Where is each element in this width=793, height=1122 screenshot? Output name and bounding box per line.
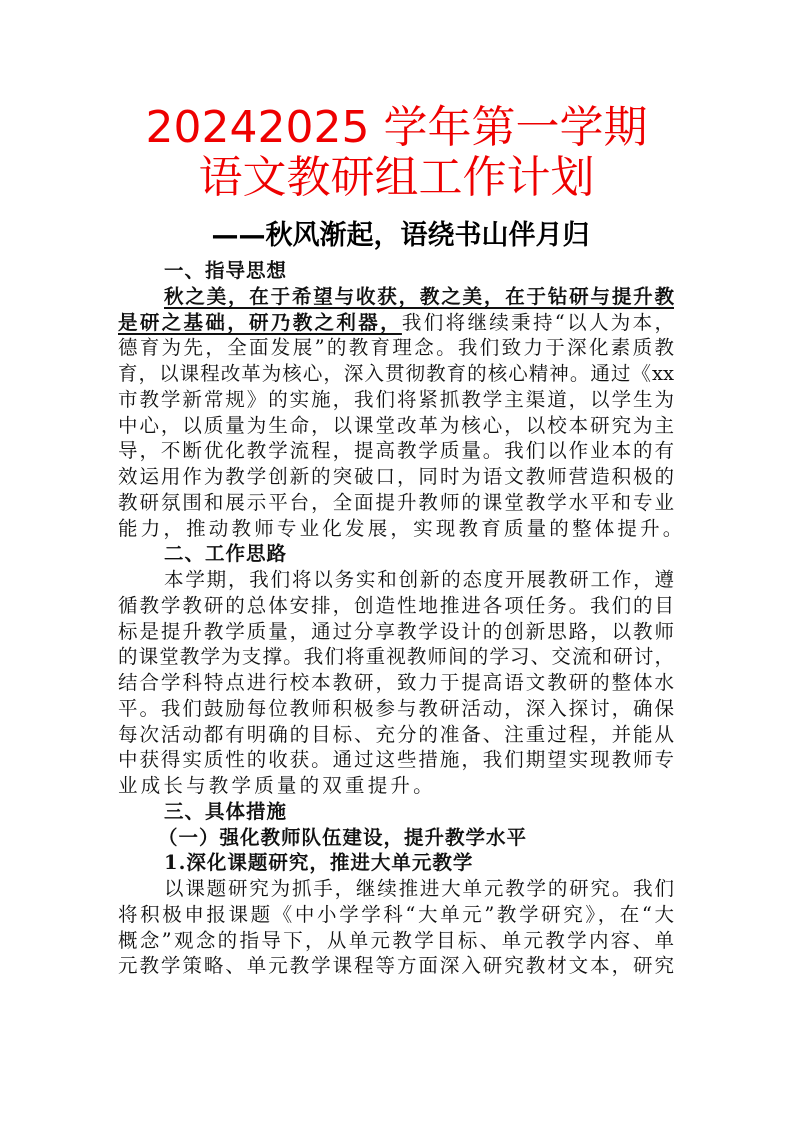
paragraph-line [118,284,674,310]
document-title-line-1: 20242025 学年第一学期 [145,102,648,153]
document-body [118,258,686,979]
paragraph-line: 教研氛围和展示平台，全面提升教师的课堂教学水平和专业 [118,490,674,514]
document-subtitle: ——秋风渐起，语绕书山伴月归 [211,220,590,251]
paragraph-line: 平。我们鼓励每位教师积极参与教研活动，深入探讨，确保 [118,696,674,720]
paragraph-line: 每次活动都有明确的目标、充分的准备、注重过程，并能从 [118,722,674,746]
paragraph-line: 育，以课程改革为核心，深入贯彻教育的核心精神。通过《xx [118,362,674,385]
paragraph-line: 结合学科特点进行校本教研，致力于提高语文教研的整体水 [118,671,674,694]
section-heading-specific-measures: 三、具体措施 [164,799,288,823]
document-title-line-2: 语文教研组工作计划 [198,152,595,203]
paragraph-line: 以课题研究为抓手，继续推进大单元教学的研究。我们 [164,877,674,900]
paragraph-line: 概念”观念的指导下，从单元教学目标、单元教学内容、单 [118,928,674,952]
paragraph-line [118,310,674,336]
section-heading-guiding-ideology: 一、指导思想 [164,259,288,282]
underlined-text: 秋之美，在于希望与收获，教之美，在于钻研与提升教 [164,284,674,308]
paragraph-line: 效运用作为教学创新的突破口，同时为语文教师营造积极的 [118,465,674,488]
paragraph-line: 元教学策略、单元教学课程等方面深入研究教材文本，研究 [118,954,674,978]
paragraph-line: 市教学新常规》的实施，我们将紧抓教学主渠道，以学生为 [118,387,674,411]
paragraph-line: 业成长与教学质量的双重提升。 [118,774,436,797]
section-heading-work-approach: 二、工作思路 [164,542,288,566]
paragraph-line: 循教学教研的总体安排，创造性地推进各项任务。我们的目 [118,593,674,617]
body-text: 我们将继续秉持“以人为本， [401,310,674,334]
paragraph-line: 标是提升教学质量，通过分享教学设计的创新思路，以教师 [118,619,674,643]
paragraph-line: 中心，以质量为生命，以课堂改革为核心，以校本研究为主 [118,413,674,437]
item-heading: 1.深化课题研究，推进大单元教学 [164,851,474,875]
paragraph-line: 能力，推动教师专业化发展，实现教育质量的整体提升。 [118,516,686,540]
paragraph-line: 的课堂教学为支撑。我们将重视教师间的学习、交流和研讨， [118,645,674,669]
paragraph-line: 导，不断优化教学流程，提高教学质量。我们以作业本的有 [118,439,674,463]
paragraph-line: 本学期，我们将以务实和创新的态度开展教研工作，遵 [164,568,674,591]
underlined-text: 是研之基础，研乃教之利器， [118,310,402,334]
paragraph-line: 德育为先，全面发展”的教育理念。我们致力于深化素质教 [118,336,674,360]
paragraph-line: 将积极申报课题《中小学学科“大单元”教学研究》，在“大 [118,902,674,926]
subsection-heading: （一）强化教师队伍建设，提升教学水平 [158,825,528,849]
paragraph-line: 中获得实质性的收获。通过这些措施，我们期望实现教师专 [118,748,674,772]
